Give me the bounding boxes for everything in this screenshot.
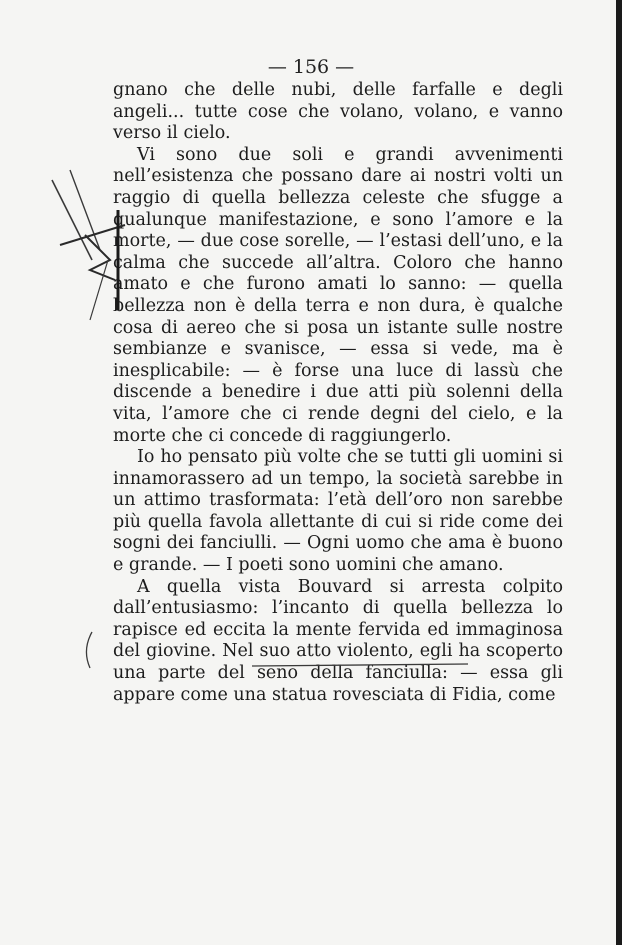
page-number: — 156 — — [267, 56, 355, 78]
paragraph-3: Io ho pensato più volte che se tutti gli uomini si innamorassero ad un tempo, la società sarebbe in un attimo trasformata: l’età dell’oro non sarebbe più quella favola allettante di cui si ride come dei sogni dei fanciulli. — Ogni uomo che ama è buono e grande. — I poeti sono uomini che amano. — [113, 447, 563, 576]
pencil-margin-annotation — [30, 150, 130, 330]
paragraph-2: Vi sono due soli e grandi avvenimenti nell’esistenza che possano dare ai nostri volti un raggio di quella bellezza celeste che sfugge a qualunque manifestazione, e sono l’amore e la morte, — due cose sorelle, — l’estasi dell’uno, e la calma che succede all’altra. Coloro che hanno amato e che furono amati lo sanno: — quella bellezza non è della terra e non dura, è qualche cosa di aereo che si posa un istante sulle nostre sembianze e svanisce, — essa si vede, ma è inesplicabile: — è forse una luce di lassù che discende a benedire i due atti più solenni della vita, l’amore che ci rende degni del cielo, e la morte che ci concede di raggiungerlo. — [113, 144, 563, 446]
paragraph-1: gnano che delle nubi, delle farfalle e degli angeli... tutte cose che volano, volano, e vanno verso il cielo. — [113, 80, 563, 144]
pencil-paren-mark — [80, 630, 94, 670]
body-text — [113, 80, 563, 706]
paragraph-4: A quella vista Bouvard si arresta colpito dall’entusiasmo: l’incanto di quella bellezza lo rapisce ed eccita la mente fervida ed immaginosa del giovine. Nel suo atto violento, egli ha scoperto una parte del seno della fanciulla: — essa gli appare come una statua rovesciata di Fidia, come — [113, 576, 563, 705]
pencil-underline — [250, 660, 470, 676]
pencil-scribble — [85, 235, 115, 280]
pencil-slash-1 — [52, 180, 92, 260]
page-edge-shadow — [616, 0, 622, 945]
